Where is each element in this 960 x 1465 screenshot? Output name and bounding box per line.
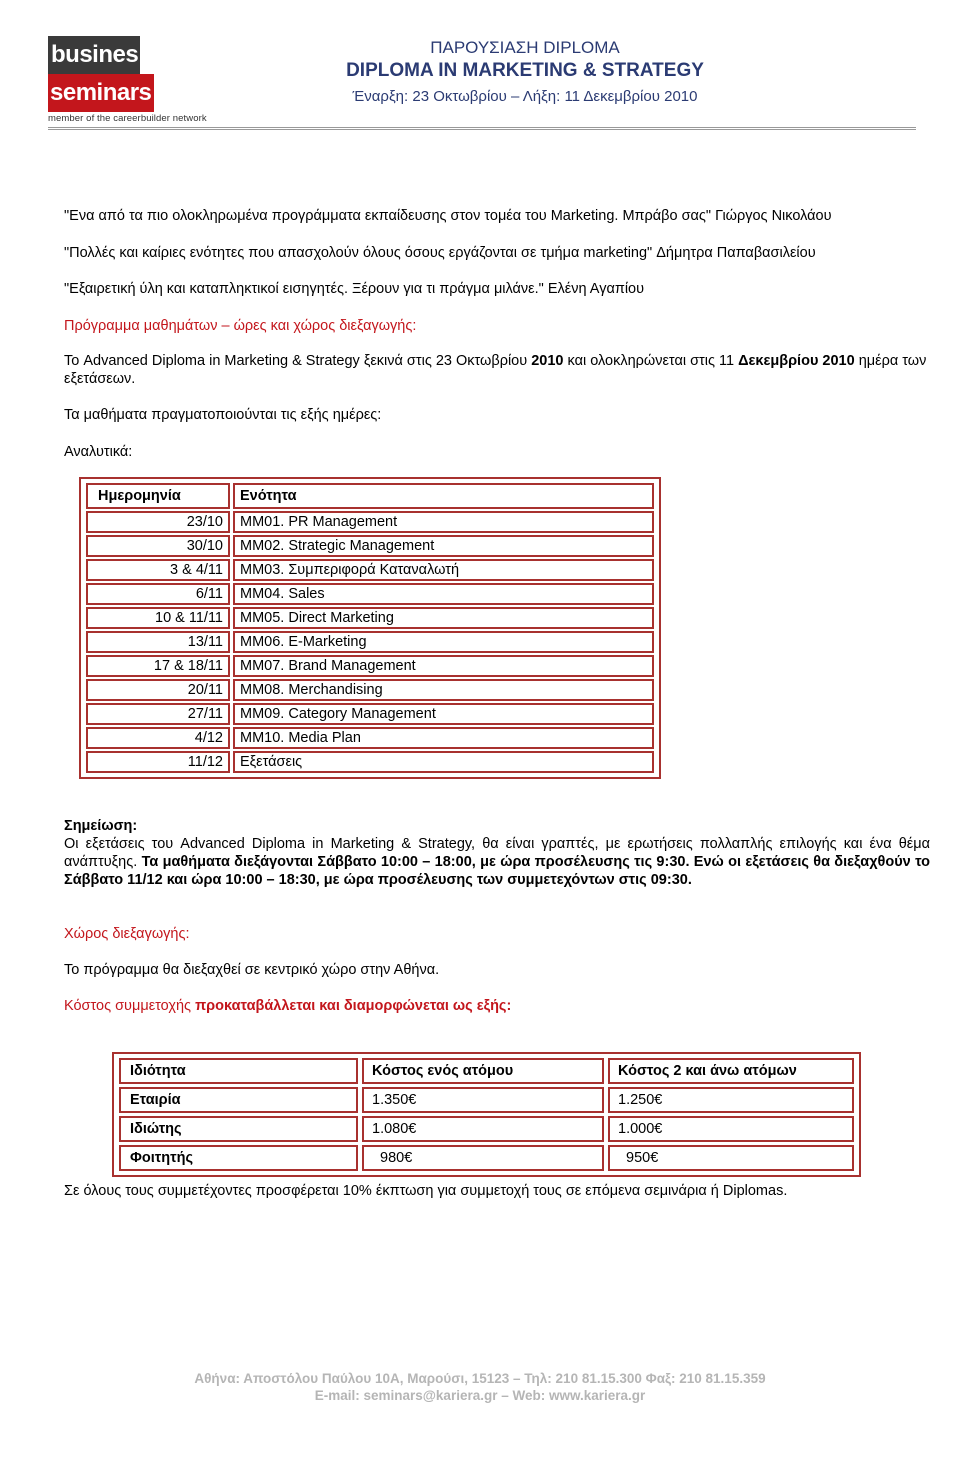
logo-word-seminars: seminars [48, 74, 154, 112]
cost-heading-part2: προκαταβάλλεται και διαμορφώνεται ως εξής: [195, 998, 512, 1014]
logo-tagline: member of the careerbuilder network [48, 113, 207, 124]
schedule-module: MM06. E-Marketing [233, 631, 654, 653]
schedule-module: MM10. Media Plan [233, 727, 654, 749]
cost-group: 1.250€ [608, 1087, 854, 1113]
intro-paragraph [64, 352, 930, 388]
venue-text: Το πρόγραμμα θα διεξαχθεί σε κεντρικό χώρο στην Αθήνα. [64, 962, 440, 978]
cost-heading-part1: Κόστος συμμετοχής [64, 998, 196, 1014]
table-row [86, 511, 654, 533]
cost-role: Ιδιώτης [119, 1116, 358, 1142]
cost-header-role: Ιδιότητα [119, 1058, 358, 1084]
schedule-header-date: Ημερομηνία [86, 483, 230, 509]
cost-single: 1.080€ [362, 1116, 604, 1142]
note-text: Οι εξετάσεις του Advanced Diploma in Marketing & Strategy, θα είναι γραπτές, με ερωτήσεις πολλαπλής επιλογής και ένα θέμα ανάπτυξης. [64, 836, 930, 870]
schedule-date: 17 & 18/11 [86, 655, 230, 677]
cost-heading [64, 997, 930, 1015]
table-row [86, 727, 654, 749]
schedule-heading: Πρόγραμμα μαθημάτων – ώρες και χώρος διεξαγωγής: [64, 318, 417, 334]
logo [48, 36, 223, 124]
intro-text-3: ημέρα των εξετάσεων. [64, 353, 927, 387]
testimonial-1: "Ενα από τα πιο ολοκληρωμένα προγράμματα εκπαίδευσης στον τομέα του Marketing. Μπράβο σας" Γιώργος Νικολάου [64, 208, 832, 224]
table-row [86, 751, 654, 773]
header-divider [48, 127, 916, 130]
header-title: DIPLOMA IN MARKETING & STRATEGY [346, 60, 704, 81]
cost-role: Φοιτητής [119, 1145, 358, 1171]
table-row [86, 559, 654, 581]
schedule-module: MM07. Brand Management [233, 655, 654, 677]
table-row [86, 679, 654, 701]
intro-text-2: και ολοκληρώνεται στις 11 [563, 353, 739, 369]
intro-end-date: Δεκεμβρίου 2010 [738, 353, 855, 369]
schedule-module: MM04. Sales [233, 583, 654, 605]
cost-header-group: Κόστος 2 και άνω ατόμων [608, 1058, 854, 1084]
table-row [86, 631, 654, 653]
schedule-date: 27/11 [86, 703, 230, 725]
cost-table [112, 1052, 861, 1177]
schedule-table [79, 477, 661, 779]
schedule-module: MM01. PR Management [233, 511, 654, 533]
cost-single: 1.350€ [362, 1087, 604, 1113]
note-bold-text: Τα μαθήματα διεξάγονται Σάββατο 10:00 – 18:00, με ώρα προσέλευσης τις 9:30. Ενώ οι εξετάσεις θα διεξαχθούν το Σάββατο 11/12 και ώρα 10:00 – 18:30, με ώρα προσέλευσης των συμμετεχόντων στις 09:30. [64, 854, 930, 888]
venue-heading: Χώρος διεξαγωγής: [64, 926, 190, 942]
cost-group: 1.000€ [608, 1116, 854, 1142]
schedule-date: 13/11 [86, 631, 230, 653]
header-dates: Έναρξη: 23 Οκτωβρίου – Λήξη: 11 Δεκεμβρίου 2010 [352, 88, 698, 105]
table-row [119, 1145, 854, 1171]
header-presentation: ΠΑΡΟΥΣΙΑΣΗ DIPLOMA [430, 38, 620, 57]
schedule-header-row [86, 483, 654, 509]
testimonial-2: "Πολλές και καίριες ενότητες που απασχολούν όλους όσους εργάζονται σε τμήμα marketing" Δήμητρα Παπαβασιλείου [64, 245, 816, 261]
note-paragraph [64, 835, 930, 889]
schedule-module: MM08. Merchandising [233, 679, 654, 701]
table-row [86, 655, 654, 677]
footer-contact: E-mail: seminars@kariera.gr – Web: www.kariera.gr [314, 1388, 646, 1403]
table-row [119, 1087, 854, 1113]
logo-wordmark [48, 36, 223, 112]
cost-role: Εταιρία [119, 1087, 358, 1113]
table-row [119, 1116, 854, 1142]
details-label: Αναλυτικά: [64, 444, 133, 460]
cost-single: 980€ [362, 1145, 604, 1171]
table-row [86, 583, 654, 605]
schedule-date: 23/10 [86, 511, 230, 533]
schedule-date: 4/12 [86, 727, 230, 749]
logo-word-busines: busines [48, 36, 140, 74]
discount-text: Σε όλους τους συμμετέχοντες προσφέρεται 10% έκπτωση για συμμετοχή τους σε επόμενα σεμινάρια ή Diplomas. [64, 1183, 788, 1199]
intro-text-1: Το Advanced Diploma in Marketing & Strategy ξεκινά στις 23 Οκτωβρίου [64, 353, 532, 369]
schedule-module: MM03. Συμπεριφορά Καταναλωτή [233, 559, 654, 581]
testimonial-3: "Εξαιρετική ύλη και καταπληκτικοί εισηγητές. Ξέρουν για τι πράγμα μιλάνε." Ελένη Αγαπίου [64, 281, 645, 297]
schedule-date: 6/11 [86, 583, 230, 605]
days-text: Τα μαθήματα πραγματοποιούνται τις εξής ημέρες: [64, 407, 382, 423]
schedule-module: MM09. Category Management [233, 703, 654, 725]
schedule-date: 30/10 [86, 535, 230, 557]
schedule-date: 10 & 11/11 [86, 607, 230, 629]
schedule-module: Εξετάσεις [233, 751, 654, 773]
table-row [86, 607, 654, 629]
note-label: Σημείωση: [64, 818, 138, 834]
cost-header-row [119, 1058, 854, 1084]
schedule-date: 20/11 [86, 679, 230, 701]
footer-address: Αθήνα: Αποστόλου Παύλου 10Α, Μαρούσι, 15123 – Τηλ: 210 81.15.300 Φαξ: 210 81.15.359 [194, 1371, 766, 1386]
table-row [86, 703, 654, 725]
table-row [86, 535, 654, 557]
cost-header-single: Κόστος ενός ατόμου [362, 1058, 604, 1084]
schedule-module: MM05. Direct Marketing [233, 607, 654, 629]
schedule-module: MM02. Strategic Management [233, 535, 654, 557]
intro-year: 2010 [531, 353, 564, 369]
schedule-header-module: Ενότητα [233, 483, 654, 509]
schedule-date: 3 & 4/11 [86, 559, 230, 581]
schedule-date: 11/12 [86, 751, 230, 773]
cost-group: 950€ [608, 1145, 854, 1171]
